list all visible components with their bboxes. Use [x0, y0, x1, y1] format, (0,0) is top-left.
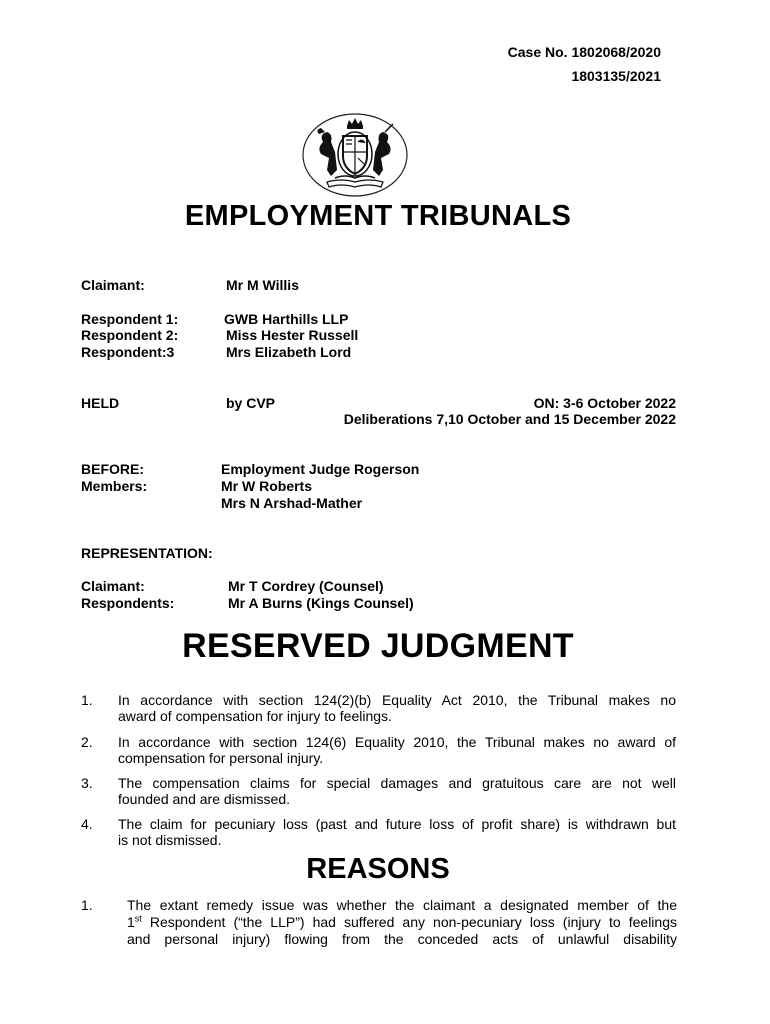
judgment-line: is not dismissed. [118, 832, 222, 848]
respondent2-label: Respondent 2: [81, 327, 179, 343]
ordinal-number: 1 [127, 914, 135, 930]
judgment-line: The claim for pecuniary loss (past and future loss of profit share) is withdrawn but [118, 816, 676, 832]
claimant-value: Mr M Willis [226, 277, 299, 293]
judgment-item [118, 692, 676, 724]
case-number: Case No. 1802068/2020 [507, 44, 661, 60]
respondent1-label: Respondent 1: [81, 311, 179, 327]
reasons-heading: REASONS [306, 853, 450, 885]
rep-respondents-label: Respondents: [81, 595, 175, 611]
respondent2-value: Miss Hester Russell [226, 327, 359, 343]
rep-claimant-value: Mr T Cordrey (Counsel) [228, 578, 384, 594]
respondent1-value: GWB Harthills LLP [224, 311, 349, 327]
respondent3-label: Respondent:3 [81, 344, 175, 360]
reasons-line [127, 914, 677, 931]
judgment-item-number: 3. [81, 775, 93, 791]
claimant-label: Claimant: [81, 277, 145, 293]
member-1: Mr W Roberts [221, 478, 312, 494]
before-label: BEFORE: [81, 461, 144, 477]
reasons-line: The extant remedy issue was whether the claimant a designated member of the [127, 897, 677, 913]
judgment-item [118, 816, 676, 848]
reasons-item-number: 1. [81, 897, 93, 913]
members-label: Members: [81, 478, 148, 494]
judgment-item [118, 734, 676, 766]
reasons-paragraph [127, 897, 677, 948]
judgment-line: compensation for personal injury. [118, 750, 324, 766]
judgment-line: In accordance with section 124(6) Equality 2010, the Tribunal makes no award of [118, 734, 676, 750]
hearing-dates: ON: 3-6 October 2022 [533, 395, 676, 411]
representation-heading: REPRESENTATION: [81, 545, 213, 561]
ordinal-suffix: st [134, 913, 142, 924]
held-label: HELD [81, 395, 120, 411]
judgment-line: award of compensation for injury to feelings. [118, 708, 392, 724]
judgment-line: founded and are dismissed. [118, 791, 290, 807]
rep-respondents-value: Mr A Burns (Kings Counsel) [228, 595, 414, 611]
case-number-2: 1803135/2021 [571, 68, 661, 84]
judgment-item-number: 4. [81, 816, 93, 832]
tribunal-title: EMPLOYMENT TRIBUNALS [184, 200, 572, 232]
judgment-heading: RESERVED JUDGMENT [182, 627, 574, 665]
member-2: Mrs N Arshad-Mather [221, 495, 363, 511]
held-value: by CVP [226, 395, 276, 411]
reasons-line: and personal injury) flowing from the conceded acts of unlawful disability [127, 931, 677, 947]
deliberation-dates: Deliberations 7,10 October and 15 December 2022 [343, 411, 676, 427]
judgment-item [118, 775, 676, 807]
judgment-item-number: 1. [81, 692, 93, 708]
royal-coat-of-arms-icon [301, 112, 409, 198]
judgment-line: The compensation claims for special damages and gratuitous care are not well [118, 775, 676, 791]
judgment-line: In accordance with section 124(2)(b) Equality Act 2010, the Tribunal makes no [118, 692, 676, 708]
judgment-item-number: 2. [81, 734, 93, 750]
reasons-line-text: Respondent (“the LLP”) had suffered any non-pecuniary loss (injury to feelings [141, 914, 677, 930]
respondent3-value: Mrs Elizabeth Lord [226, 344, 352, 360]
rep-claimant-label: Claimant: [81, 578, 145, 594]
judge-name: Employment Judge Rogerson [221, 461, 420, 477]
